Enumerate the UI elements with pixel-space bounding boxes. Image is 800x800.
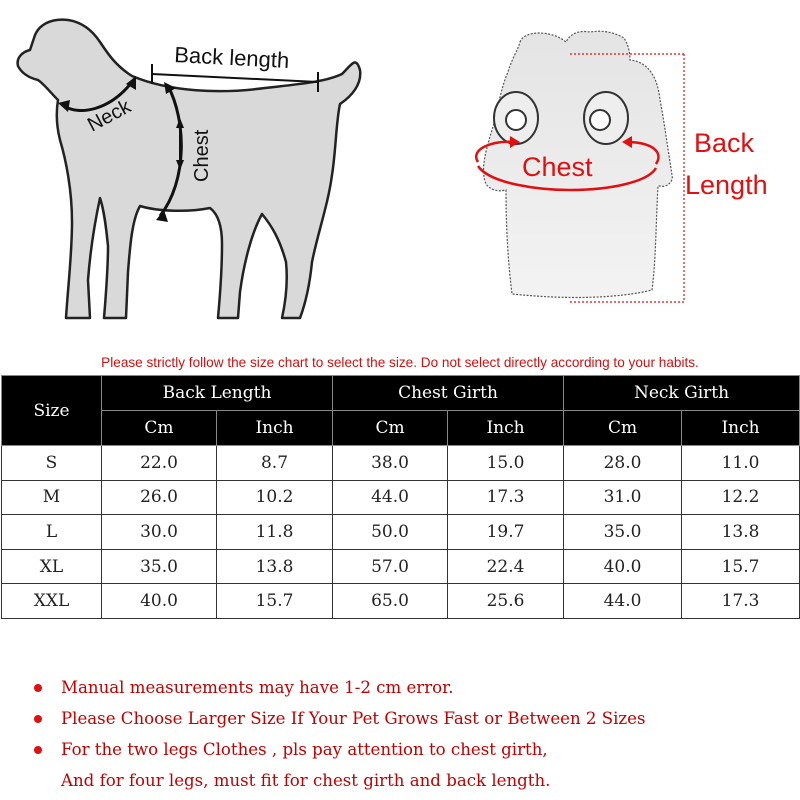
size-cell: L (2, 515, 102, 550)
note-item (34, 703, 794, 734)
value-cell: 25.6 (448, 584, 564, 619)
unit-header: Inch (217, 411, 333, 446)
chest-girth-header: Chest Girth (333, 376, 564, 411)
value-cell: 30.0 (102, 515, 217, 550)
value-cell: 65.0 (333, 584, 448, 619)
value-cell: 40.0 (102, 584, 217, 619)
table-row (2, 549, 800, 584)
note-text: And for four legs, must fit for chest girth and back length. (61, 771, 551, 790)
unit-header: Inch (682, 411, 800, 446)
value-cell: 40.0 (564, 549, 682, 584)
value-cell: 13.8 (682, 515, 800, 550)
hoodie-back-label: Back (694, 128, 755, 158)
back-length-header: Back Length (102, 376, 333, 411)
size-chart-table (1, 375, 800, 619)
value-cell: 13.8 (217, 549, 333, 584)
note-item-continued (34, 765, 794, 796)
value-cell: 50.0 (333, 515, 448, 550)
value-cell: 15.7 (217, 584, 333, 619)
value-cell: 19.7 (448, 515, 564, 550)
value-cell: 57.0 (333, 549, 448, 584)
hoodie-measurement-diagram (420, 0, 800, 340)
neck-label: Neck (84, 95, 135, 137)
value-cell: 15.7 (682, 549, 800, 584)
unit-header: Cm (333, 411, 448, 446)
value-cell: 8.7 (217, 446, 333, 481)
value-cell: 44.0 (333, 480, 448, 515)
unit-header: Inch (448, 411, 564, 446)
bullet-dot-icon (34, 684, 42, 692)
value-cell: 15.0 (448, 446, 564, 481)
value-cell: 17.3 (682, 584, 800, 619)
value-cell: 11.8 (217, 515, 333, 550)
value-cell: 11.0 (682, 446, 800, 481)
value-cell: 35.0 (102, 549, 217, 584)
back-length-label: Back length (173, 42, 290, 74)
chest-label: Chest (191, 129, 213, 182)
note-item (34, 734, 794, 765)
table-row (2, 446, 800, 481)
value-cell: 12.2 (682, 480, 800, 515)
note-text: For the two legs Clothes , pls pay attention to chest girth, (61, 740, 548, 759)
table-row (2, 480, 800, 515)
note-item (34, 672, 794, 703)
value-cell: 28.0 (564, 446, 682, 481)
size-warning: Please strictly follow the size chart to select the size. Do not select directly according to your habits. (101, 355, 699, 370)
dog-measurement-diagram (0, 0, 400, 340)
value-cell: 38.0 (333, 446, 448, 481)
size-cell: S (2, 446, 102, 481)
value-cell: 35.0 (564, 515, 682, 550)
unit-header: Cm (564, 411, 682, 446)
hoodie-chest-label: Chest (522, 152, 593, 182)
table-row (2, 584, 800, 619)
unit-header: Cm (102, 411, 217, 446)
value-cell: 44.0 (564, 584, 682, 619)
value-cell: 17.3 (448, 480, 564, 515)
note-text: Manual measurements may have 1-2 cm error. (61, 678, 454, 697)
neck-girth-header: Neck Girth (564, 376, 800, 411)
bullet-dot-icon (34, 746, 42, 754)
value-cell: 10.2 (217, 480, 333, 515)
value-cell: 22.0 (102, 446, 217, 481)
bullet-dot-icon (34, 715, 42, 723)
value-cell: 22.4 (448, 549, 564, 584)
size-cell: XXL (2, 584, 102, 619)
value-cell: 31.0 (564, 480, 682, 515)
size-cell: M (2, 480, 102, 515)
value-cell: 26.0 (102, 480, 217, 515)
note-text: Please Choose Larger Size If Your Pet Grows Fast or Between 2 Sizes (61, 709, 646, 728)
size-cell: XL (2, 549, 102, 584)
table-row (2, 515, 800, 550)
hoodie-length-label: Length (685, 170, 768, 200)
notes-list (34, 672, 794, 796)
size-header: Size (2, 376, 102, 446)
